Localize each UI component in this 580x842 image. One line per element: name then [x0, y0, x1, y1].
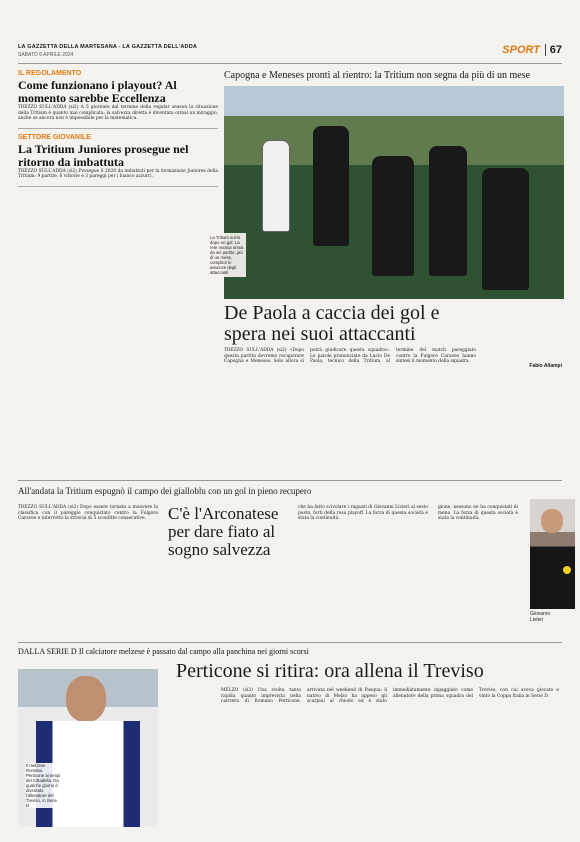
- arconatese-right-text: che ha fatto scivolare i ragazzi di Giovanni Livieri al sesto posto, forti della rosa playoff. La forza di questa società è stata la continuità.: [298, 505, 428, 521]
- player-in-black: [482, 168, 529, 290]
- team-photo-caption: La Tritium sul-lo dopo un gol. La rete manca ormai da sei partite, più di un mese, complice le assenze degli attaccanti: [208, 233, 246, 277]
- arconatese-top-title: All'andata la Tritium espugnò il campo dei gialloblu con un gol in pieno recupero: [18, 486, 312, 496]
- playoff-body: TREZZO SULL'ADDA (si2) A 5 giornate dal termine della regular season la situazione della Tritium è quanto mai complicata; la salvezza diretta è diventata ormai un miraggio, anche se ancora non è impossibile per la matematica.: [18, 105, 218, 121]
- football-team-photo: [224, 86, 564, 299]
- de-paola-article: [224, 302, 562, 369]
- playoff-kicker: IL REGOLAMENTO: [18, 70, 82, 77]
- arconatese-headline: C'è l'Arconatese per dare fiato al sogno salvezza: [168, 504, 279, 559]
- newspaper-header: [18, 44, 562, 64]
- coach-caption: Giovanni Livieri: [530, 611, 550, 623]
- perticone-kicker-line: [18, 647, 562, 656]
- club-badge-icon: [563, 566, 571, 574]
- perticone-article: [18, 642, 562, 808]
- arconatese-article: [18, 480, 562, 623]
- de-paola-headline: De Paola a caccia dei gol e spera nei suoi attaccanti: [224, 302, 440, 345]
- arconatese-left-text: TREZZO SULL'ADDA (si2) Dopo essere tornata a muovere la classifica con il pareggio conquistato contro la Fulgore Caravee e interrotto la striscia di 5 sconfitte consecutive.: [18, 505, 158, 521]
- player-in-black: [372, 156, 414, 276]
- coach-portrait: [530, 499, 575, 609]
- juniores-headline: La Tritium Juniores prosegue nel ritorno da imbattuta: [18, 141, 189, 169]
- perticone-caption: Il melzese Romano Perticone ai tempi del Cittadella. Da qualche giorno è diventato l'allenatore del Treviso, in Serie D: [26, 763, 61, 808]
- juniores-article: [18, 134, 218, 187]
- de-paola-body: TREZZO SULL'ADDA (si2) «Dopo questa partita dovremo recuperare Capogna e Meneses. Solo allora si potrà giudicare questa squadra». Le parole pronunciate da Lucio De Paola, tecnico della Tritium, al termine del match pareggiato contro la Fulgore Caravee hanno sintesi il momento della squadra.: [224, 348, 476, 364]
- player-in-black: [429, 146, 467, 276]
- player-in-white: [262, 140, 290, 232]
- coach-face: [541, 509, 563, 533]
- left-column: [18, 70, 218, 187]
- match-top-title: Capogna e Meneses pronti al rientro: la Tritium non segna da più di un mese: [224, 70, 531, 81]
- perticone-body: MELZO (si2) Una svolta tanto rapida quanto imprevista nella carriera di Romano Perticone, arrivata nel weekend di Pasqua: il nativo di Melzo ha appeso gli scarpini al chiodo ed è stato immediatamente ingaggiato come allenatore della prima squadra del Treviso, con cui aveva giocato e vinto la Coppa Italia in Serie D.: [221, 688, 559, 704]
- publication-date: SABATO 6 APRILE 2024: [18, 52, 74, 58]
- perticone-headline: Perticone si ritira: ora allena il Treviso: [176, 660, 484, 682]
- page-number: 67: [545, 44, 562, 56]
- perticone-subkicker: Il calciatore melzese è passato dal campo alla panchina nei giorni scorsi: [78, 647, 309, 656]
- juniores-body: TREZZO SULL'ADDA (si2) Prosegue il 2026 da imbattuti per la formazione Juniores della Tritium: 9 partite, 6 vittorie e 3 pareggi per i bianco azzurri.: [18, 168, 218, 179]
- newspaper-title: LA GAZZETTA DELLA MARTESANA - LA GAZZETTA DELL'ADDA: [18, 44, 198, 50]
- juniores-kicker: SETTORE GIOVANILE: [18, 133, 91, 141]
- playoff-headline: Come funzionano i playout? Al momento sarebbe Eccellenza: [18, 78, 177, 105]
- arconatese-right-text-2: gione, nessuno ne ha conquistati di meno. La forza di questa società è stata la continuità.: [438, 505, 518, 521]
- player-in-black: [313, 126, 349, 246]
- perticone-kicker: DALLA SERIE D: [18, 647, 77, 656]
- player-head: [66, 676, 106, 722]
- section-label: SPORT: [502, 44, 540, 56]
- playoff-article: [18, 70, 218, 129]
- photo-credit: Fabio Allampi: [529, 362, 562, 369]
